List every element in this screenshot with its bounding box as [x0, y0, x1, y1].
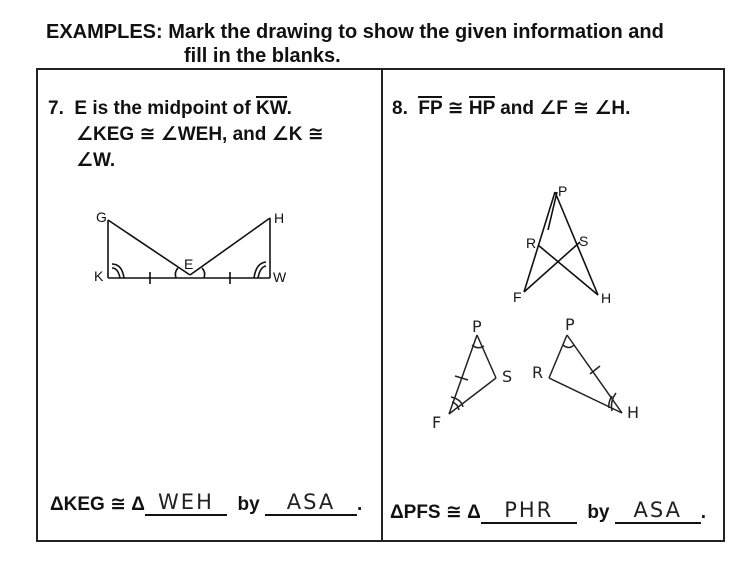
- answer-8-triangle-blank[interactable]: PHR: [481, 498, 577, 524]
- answer-8-prefix: ΔPFS ≅ Δ: [390, 502, 481, 523]
- label-r: R: [526, 235, 537, 251]
- label-k: K: [94, 268, 104, 284]
- label-w: W: [273, 269, 287, 285]
- triangle-pfs-sketch: [449, 335, 496, 414]
- problem-7-text1: E is the midpoint of: [74, 98, 251, 119]
- answer-8-by: by: [587, 502, 610, 523]
- label-f: F: [513, 289, 522, 305]
- problem-7-number: 7.: [48, 98, 64, 119]
- segment-fp: FP: [418, 98, 443, 119]
- label-s: S: [579, 233, 589, 249]
- hand-label-f: F: [432, 413, 442, 432]
- problem-7-line3: ∠W.: [76, 150, 116, 171]
- hand-label-p1: P: [472, 317, 482, 336]
- label-p: P: [558, 183, 568, 199]
- answer-7-reason-blank[interactable]: ASA: [265, 490, 357, 516]
- segment-kw: KW: [255, 98, 287, 119]
- answer-7-prefix: ΔKEG ≅ Δ: [50, 494, 145, 515]
- triangle-phr-sketch: [549, 335, 622, 413]
- answer-7-triangle-blank[interactable]: WEH: [145, 490, 227, 516]
- instructions-line2: fill in the blanks.: [184, 45, 341, 67]
- hand-label-r: R: [532, 363, 544, 382]
- problem-8-text: and ∠F ≅ ∠H.: [500, 98, 631, 119]
- segment-ph: [555, 192, 598, 295]
- label-h: H: [274, 210, 285, 226]
- answer-7-by: by: [237, 494, 260, 515]
- answer-8-end: .: [700, 502, 707, 523]
- instructions-line1: : Mark the drawing to show the given information and: [156, 21, 664, 43]
- problem-7-line2: ∠KEG ≅ ∠WEH, and ∠K ≅: [76, 124, 324, 145]
- period: .: [286, 98, 292, 119]
- problem-8-answer: [390, 498, 706, 524]
- label-e: E: [184, 256, 194, 272]
- examples-label: EXAMPLES: [46, 21, 157, 43]
- label-h: H: [601, 290, 612, 306]
- hand-label-s: S: [502, 367, 513, 386]
- answer-7-end: .: [357, 494, 363, 515]
- answer-8-reason-blank[interactable]: ASA: [615, 498, 701, 524]
- congruent-symbol: ≅: [447, 98, 464, 119]
- problem-8-number: 8.: [392, 98, 408, 119]
- label-g: G: [96, 209, 107, 225]
- segment-hp: HP: [468, 98, 495, 119]
- angle-p2-arc: [563, 345, 574, 348]
- hand-label-h: H: [627, 403, 640, 422]
- hand-label-p2: P: [565, 315, 575, 334]
